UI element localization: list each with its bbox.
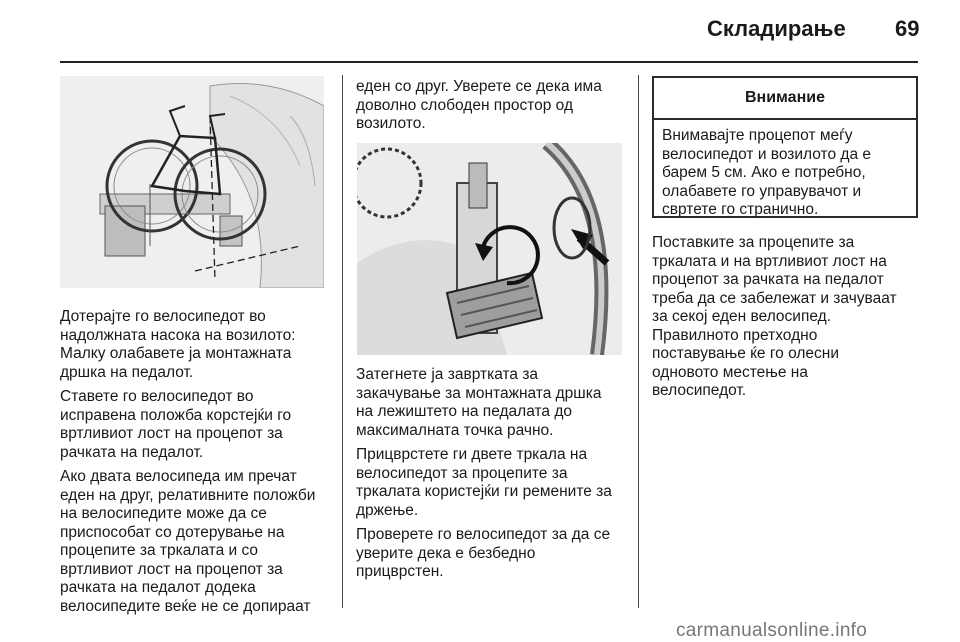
paragraph: Ставете го велосипедот во исправена положба корстејќи го вртливиот лост на процепот за рачката на педалот. [60,388,292,461]
warning-box [652,76,918,218]
pedal-clamp-illustration-icon [357,143,622,355]
column-2-intro: еден со друг. Уверете се дека има доволно слободен простор од возилото. [356,78,602,132]
warning-body: Внимавајте процепот меѓу велосипедот и возилото да е барем 5 см. Ако е потребно, олабавете го управувачот и свртете го странично. [662,127,871,218]
column-divider [342,75,343,608]
column-1-text [60,308,332,622]
bicycle-carrier-figure [60,76,324,288]
paragraph: Прицврстете ги двете тркала на велосипедот за процепите за тркалата користејќи ги ремените за држење. [356,446,612,519]
warning-title: Внимание [654,78,916,120]
column-3-text [652,234,927,407]
paragraph: Поставките за процепите за тркалата и на вртливиот лост на процепот за рачката на педалот треба да се забележат и зачуваат за секој еден велосипед. Правилното претходно поставување ќе го олесни одновото местење на велосипедот. [652,234,897,399]
paragraph: Проверете го велосипедот за да се уверите дека е безбедно прицврстен. [356,526,611,580]
paragraph: Ако двата велосипеда им пречат еден на друг, релативните положби на велосипедите може да се приспособат со дотерување на процепите за тркалата и со вртливиот лост на процепот за рачката на педалот додека велосипедите веќе не се допираат [60,468,316,615]
page-title: Складирање [707,16,846,41]
paragraph: Дотерајте го велосипедот во надолжната насока на возилото: Малку олабавете ја монтажната дршка на педалот. [60,308,296,381]
column-divider [638,75,639,608]
header-rule [60,61,918,63]
footer-watermark: carmanualsonline.info [676,620,868,641]
paragraph: Затегнете ја завртката за закачување за монтажната дршка на лежиштето на педалата до максималната точка рачно. [356,366,602,439]
bicycle-carrier-illustration-icon [60,76,324,288]
page-number: 69 [895,16,920,41]
column-2-text [356,366,631,588]
pedal-clamp-figure [357,143,622,355]
